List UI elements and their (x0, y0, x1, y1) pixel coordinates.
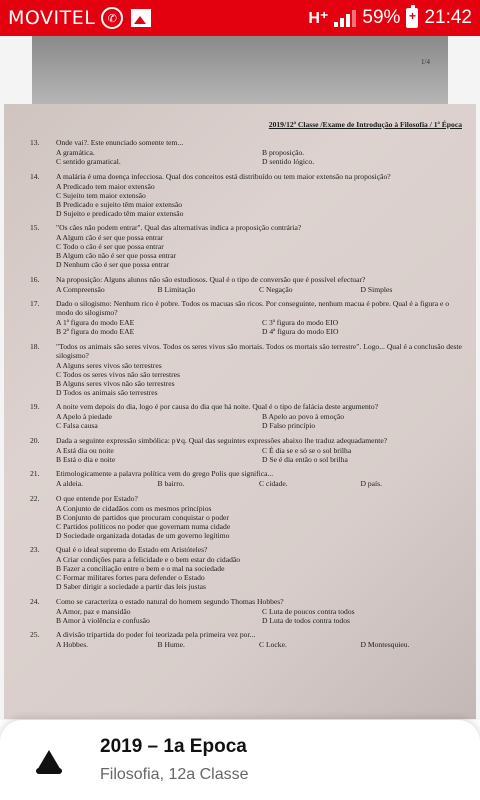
answer-option: C 3ª figura do modo EIO (262, 318, 339, 327)
answer-option: A Apelo à piedade (56, 412, 112, 421)
whatsapp-icon: ✆ (101, 7, 123, 29)
battery-icon (406, 8, 418, 28)
question-text: Dada a seguinte expressão simbólica: p∨q. Qual das seguintes expressões abaixo lhe traduz adequadamente? (56, 435, 388, 445)
question-text: A divisão tripartida do poder foi teorizada pela primeira vez por... (56, 630, 256, 639)
answer-option: B Fazer a conciliação entre o bem e o mal na sociedade (56, 564, 225, 573)
answer-option: B Apelo ao povo à emoção (262, 412, 345, 421)
answer-option: C Formar militares fortes para defender o Estado (56, 573, 205, 582)
question-text: Dado o silogismo: Nenhum rico é pobre. Todos os macuas são ricos. Por conseguinte, nenhum macua é pobre. Qual é a figura e o modo do silogismo? (56, 299, 450, 317)
answer-option: A Compreensão (56, 284, 105, 294)
question-body (56, 630, 462, 649)
exam-header: 2019/12ª Classe /Exame de Introdução à Filosofia / 1ª Época (268, 120, 462, 129)
answer-option: C Negação (259, 284, 293, 294)
answer-option: A gramática. (56, 148, 95, 157)
question-item (30, 172, 462, 218)
answer-option: A Amor, paz e mansidão (56, 606, 131, 616)
question-number: 19. (30, 402, 40, 411)
question-text: Na proposição: Alguns alunos não são estudiosos. Qual é o tipo de conversão que é possível efectuar? (56, 274, 366, 284)
question-body (56, 299, 462, 336)
question-number: 13. (30, 138, 40, 147)
answer-options (56, 479, 462, 488)
answer-options (56, 412, 462, 430)
answer-option: C Locke. (259, 640, 287, 649)
answer-option: C Todo o cão é ser que possa entrar (56, 242, 164, 251)
question-body (56, 223, 462, 269)
question-number: 20. (30, 435, 40, 445)
question-item (30, 342, 462, 397)
question-number: 17. (30, 299, 40, 308)
answer-option: B Predicado e sujeito têm maior extensão (56, 199, 183, 209)
answer-option: D Saber dirigir a sociedade a partir das leis justas (56, 582, 206, 591)
gallery-icon (131, 9, 151, 27)
answer-option: B proposição. (262, 148, 305, 157)
answer-option: A Criar condições para a felicidade e o bem estar do cidadão (56, 555, 241, 564)
answer-option: D país. (360, 479, 383, 488)
question-number: 24. (30, 596, 40, 606)
answer-option: D Simples (360, 284, 393, 294)
answer-option: A 1ª figura do modo EAE (56, 318, 135, 327)
answer-option: A Predicado tem maior extensão (56, 181, 155, 191)
answer-options (56, 318, 462, 336)
question-body (56, 402, 462, 430)
question-text: Onde vai?. Este enunciado somente tem... (56, 138, 184, 147)
question-body (56, 494, 462, 540)
answer-option: B Limitação (157, 284, 196, 294)
question-text: A malária é uma doença infecciosa. Qual dos conceitos está distribuído ou tem maior extensão na proposição? (56, 171, 391, 181)
carrier-name: MOVITEL (8, 7, 96, 29)
answer-options (56, 233, 462, 269)
answer-options (56, 504, 462, 540)
answer-option: B 2ª figura do modo EAE (56, 327, 135, 336)
question-item (30, 402, 462, 430)
answer-option: B Conjunto de partidos que procuram conquistar o poder (56, 512, 229, 522)
document-subtitle: Filosofia, 12a Classe (100, 766, 249, 783)
answer-option: B Alguns seres vivos não são terrestres (56, 378, 175, 388)
answer-option: D Nenhum cão é ser que possa entrar (56, 260, 170, 269)
question-number: 25. (30, 630, 40, 639)
answer-option: C Partidos políticos no poder que governam numa cidade (56, 521, 231, 531)
question-body (56, 172, 462, 218)
answer-option: A Hobbes. (56, 640, 89, 649)
answer-option: A Algum cão é ser que possa entrar (56, 233, 164, 242)
answer-options (56, 361, 462, 397)
question-number: 15. (30, 223, 40, 232)
exam-photo[interactable] (0, 36, 480, 720)
question-item (30, 436, 462, 464)
network-type: H⁺ (308, 10, 329, 27)
question-text: Como se caracteriza o estado natural do homem segundo Thomas Hobbes? (56, 596, 284, 606)
answer-option: A Conjunto de cidadãos com os mesmos princípios (56, 503, 212, 513)
answer-option: C Sujeito tem maior extensão (56, 190, 146, 200)
answer-option: C sentido gramatical. (56, 157, 121, 166)
question-body (56, 436, 462, 464)
answer-option: D Montesquieu. (360, 640, 410, 649)
question-item (30, 275, 462, 294)
question-item (30, 469, 462, 488)
question-number: 16. (30, 274, 40, 284)
question-item (30, 223, 462, 269)
status-bar (0, 0, 480, 36)
answer-options (56, 148, 462, 166)
question-number: 21. (30, 469, 40, 478)
question-text: "Todos os animais são seres vivos. Todos os seres vivos são mortais. Todos os mortais são terrestre". Logo... Qual é a conclusão deste silogismo? (56, 341, 462, 360)
answer-option: D Sociedade organizada dotadas de um governo legítimo (56, 530, 230, 540)
question-number: 14. (30, 171, 40, 181)
status-right (308, 7, 472, 29)
question-body (56, 469, 462, 488)
answer-options (56, 640, 462, 649)
answer-option: B Algum cão não é ser que possa entrar (56, 251, 177, 260)
question-item (30, 597, 462, 625)
answer-option: B bairro. (157, 479, 185, 488)
answer-option: B Hume. (157, 640, 185, 649)
question-body (56, 275, 462, 294)
answer-option: D 4ª figura do modo EIO (262, 327, 339, 336)
answer-option: C cidade. (259, 479, 288, 488)
question-number: 23. (30, 545, 40, 554)
clock: 21:42 (424, 7, 472, 28)
question-item (30, 545, 462, 591)
answer-option: A Está dia ou noite (56, 445, 114, 455)
answer-option: D Todos os animais são terrestres (56, 387, 158, 397)
question-item (30, 138, 462, 166)
question-number: 18. (30, 341, 40, 351)
exam-sheet (4, 104, 476, 719)
answer-option: C Luta de poucos contra todos (262, 606, 355, 616)
question-item (30, 299, 462, 336)
answer-options (56, 182, 462, 218)
document-info-card[interactable] (0, 720, 480, 800)
previous-page-strip (32, 36, 448, 108)
question-item (30, 494, 462, 540)
question-body (56, 545, 462, 591)
answer-option: A aldeia. (56, 479, 83, 488)
question-text: Qual é o ideal supremo do Estado em Aristóteles? (56, 545, 208, 554)
question-body (56, 597, 462, 625)
answer-option: C É dia se e só se o sol brilha (262, 445, 352, 455)
answer-option: B Amor à violência e confusão (56, 615, 150, 625)
answer-options (56, 555, 462, 591)
answer-options (56, 285, 462, 294)
answer-option: C Falsa causa (56, 421, 98, 430)
signal-icon (334, 9, 356, 27)
answer-options (56, 446, 462, 464)
question-text: "Os cães não podem entrar". Qual das alternativas indica a proposição contrária? (56, 223, 302, 232)
page-number: 1/4 (421, 58, 430, 66)
answer-option: D Sujeito e predicado têm maior extensão (56, 208, 184, 218)
question-item (30, 630, 462, 649)
question-text: Etimologicamente a palavra política vem do grego Polis que significa... (56, 469, 274, 478)
answer-option: D Se é dia então o sol brilha (262, 454, 348, 464)
question-number: 22. (30, 493, 40, 503)
question-list (30, 138, 462, 649)
question-body (56, 138, 462, 166)
triangle-logo-icon (36, 750, 62, 772)
question-text: A noite vem depois do dia, logo é por causa do dia que há noite. Qual é o tipo de falácia deste argumento? (56, 402, 379, 411)
answer-options (56, 607, 462, 625)
document-title: 2019 – 1a Epoca (100, 736, 247, 757)
question-text: O que entende por Estado? (56, 493, 138, 503)
answer-option: D Falso princípio (262, 421, 316, 430)
answer-option: A Alguns seres vivos são terrestres (56, 360, 162, 370)
answer-option: C Todos os seres vivos não são terrestres (56, 369, 180, 379)
answer-option: D Luta de todos contra todos (262, 615, 350, 625)
battery-percent: 59% (362, 7, 401, 28)
question-body (56, 342, 462, 397)
answer-option: B Está o dia e noite (56, 454, 116, 464)
answer-option: D sentido lógico. (262, 157, 315, 166)
